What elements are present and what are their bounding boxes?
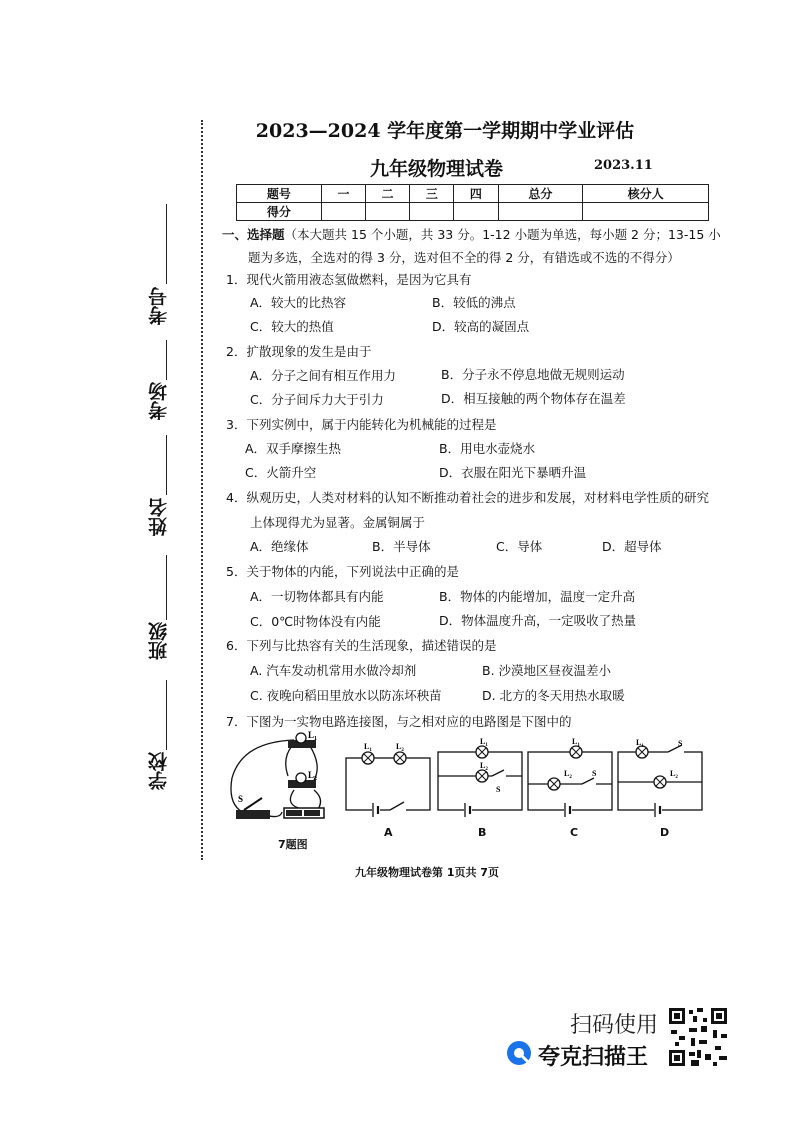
- scan-to-use-text: 扫码使用: [570, 1013, 659, 1038]
- question-6-stem: 6．下列与比热容有关的生活现象，描述错误的是: [226, 638, 497, 653]
- question-4-option-c: C．导体: [496, 539, 543, 554]
- question-7-stem: 7．下图为一实物电路连接图，与之相对应的电路图是下图中的: [226, 714, 572, 729]
- table-cell: 题号: [237, 185, 322, 203]
- physical-circuit-figure: [222, 728, 332, 850]
- section-instructions: （本大题共 15 个小题，共 33 分。1-12 小题为单选，每小题 2 分；13-15 小: [284, 227, 721, 242]
- circuit-diagram-a: [344, 740, 434, 820]
- table-cell: 三: [410, 185, 454, 203]
- physical-l2-label: $L_2$: [308, 770, 318, 782]
- question-2-option-c: C．分子间斥力大于引力: [250, 392, 384, 407]
- section-heading: 一、选择题: [222, 227, 285, 242]
- field-name: 姓名: [148, 498, 170, 536]
- field-school: 学校: [148, 752, 170, 790]
- question-5-option-b: B．物体的内能增加，温度一定升高: [439, 589, 636, 604]
- section-instructions-2: 题为多选，全选对的得 3 分，选对但不全的得 2 分，有错选或不选的不得分）: [248, 250, 680, 265]
- circuit-a-l2-label: $L_2$: [396, 742, 404, 753]
- circuit-b-l2-label: $L_2$: [480, 761, 488, 772]
- option-label-d: D: [660, 826, 670, 839]
- question-1-option-d: D．较高的凝固点: [432, 319, 530, 334]
- question-6-option-a: A. 汽车发动机常用水做冷却剂: [250, 663, 417, 678]
- question-3-option-c: C．火箭升空: [245, 465, 317, 480]
- binding-dotted-line: [201, 120, 203, 860]
- field-exam-number: 考号: [148, 287, 170, 325]
- question-4-stem-2: 上体现得尤为显著。金属铜属于: [250, 515, 426, 530]
- question-5-option-a: A．一切物体都具有内能: [250, 589, 384, 604]
- question-2-stem: 2．扩散现象的发生是由于: [226, 344, 372, 359]
- field-class: 班级: [148, 622, 170, 660]
- exam-subtitle: 九年级物理试卷: [370, 158, 504, 180]
- question-5-stem: 5．关于物体的内能，下列说法中正确的是: [226, 564, 459, 579]
- field-line-name: [166, 435, 167, 495]
- circuit-diagram-d: [616, 736, 706, 820]
- question-2-option-b: B．分子永不停息地做无规则运动: [441, 367, 625, 382]
- table-cell: 核分人: [583, 185, 709, 203]
- question-4-stem: 4．纵观历史，人类对材料的认知不断推动着社会的进步和发展，对材料电学性质的研究: [226, 490, 709, 505]
- table-cell: 二: [366, 185, 410, 203]
- physical-switch-label: S: [238, 794, 244, 804]
- circuit-c-l2-label: $L_2$: [564, 769, 572, 780]
- question-1-option-b: B．较低的沸点: [432, 295, 516, 310]
- circuit-c-l1-label: $L_1$: [572, 737, 580, 748]
- option-label-b: B: [478, 826, 487, 839]
- table-cell: 得分: [237, 203, 322, 221]
- option-label-a: A: [384, 826, 393, 839]
- table-cell: 四: [454, 185, 498, 203]
- circuit-c-switch-label: S: [592, 769, 597, 778]
- score-input-cell[interactable]: [498, 203, 583, 221]
- score-table: [236, 184, 709, 221]
- score-input-cell[interactable]: [321, 203, 365, 221]
- question-5-option-c: C．0℃时物体没有内能: [250, 614, 381, 629]
- circuit-diagram-c: [526, 736, 616, 820]
- question-3-option-b: B．用电水壶烧水: [439, 441, 536, 456]
- circuit-b-switch-label: S: [496, 785, 501, 794]
- question-6-option-c: C. 夜晚向稻田里放水以防冻坏秧苗: [250, 688, 442, 703]
- question-4-option-d: D．超导体: [602, 539, 662, 554]
- question-3-option-d: D．衣服在阳光下暴晒升温: [439, 465, 587, 480]
- score-input-cell[interactable]: [583, 203, 709, 221]
- exam-date: 2023.11: [594, 158, 653, 173]
- field-line-exam-number: [166, 204, 167, 284]
- circuit-d-switch-label: S: [678, 739, 683, 748]
- page-footer: 九年级物理试卷第 1页共 7页: [355, 866, 499, 879]
- field-exam-room: 考场: [148, 382, 170, 420]
- option-label-c: C: [570, 826, 579, 839]
- question-4-option-b: B．半导体: [372, 539, 431, 554]
- score-input-cell[interactable]: [366, 203, 410, 221]
- physical-l1-label: $L_1$: [308, 730, 318, 742]
- question-6-option-b: B. 沙漠地区昼夜温差小: [482, 663, 612, 678]
- field-line-exam-room: [166, 340, 167, 380]
- question-2-option-a: A．分子之间有相互作用力: [250, 368, 397, 383]
- scanner-brand-name: 夸克扫描王: [538, 1045, 649, 1070]
- quark-logo-icon: [506, 1040, 532, 1066]
- score-table-score-row: [237, 203, 709, 221]
- question-4-option-a: A．绝缘体: [250, 539, 309, 554]
- question-5-option-d: D．物体温度升高，一定吸收了热量: [439, 613, 637, 628]
- question-1-option-c: C．较大的热值: [250, 319, 334, 334]
- score-input-cell[interactable]: [410, 203, 454, 221]
- exam-title: 2023—2024 学年度第一学期期中学业评估: [255, 120, 635, 142]
- table-cell: 总分: [498, 185, 583, 203]
- circuit-a-l1-label: $L_1$: [364, 742, 372, 753]
- circuit-diagram-b: [436, 736, 526, 820]
- question-1-option-a: A．较大的比热容: [250, 295, 347, 310]
- question-6-option-d: D. 北方的冬天用热水取暖: [482, 688, 625, 703]
- question-3-stem: 3．下列实例中，属于内能转化为机械能的过程是: [226, 417, 497, 432]
- qr-code-icon[interactable]: [667, 1006, 729, 1068]
- question-3-option-a: A．双手摩擦生热: [245, 441, 342, 456]
- figure-7-caption: 7题图: [278, 838, 308, 851]
- table-cell: 一: [321, 185, 365, 203]
- circuit-d-l2-label: $L_2$: [670, 769, 678, 780]
- score-input-cell[interactable]: [454, 203, 498, 221]
- score-table-header-row: [237, 185, 709, 203]
- field-line-school: [166, 680, 167, 750]
- question-2-option-d: D．相互接触的两个物体存在温差: [441, 391, 626, 406]
- section-heading-line: [222, 225, 721, 243]
- field-line-class: [166, 555, 167, 620]
- question-1-stem: 1．现代火箭用液态氢做燃料，是因为它具有: [226, 272, 472, 287]
- circuit-b-l1-label: $L_1$: [480, 737, 488, 748]
- circuit-d-l1-label: $L_1$: [636, 738, 644, 749]
